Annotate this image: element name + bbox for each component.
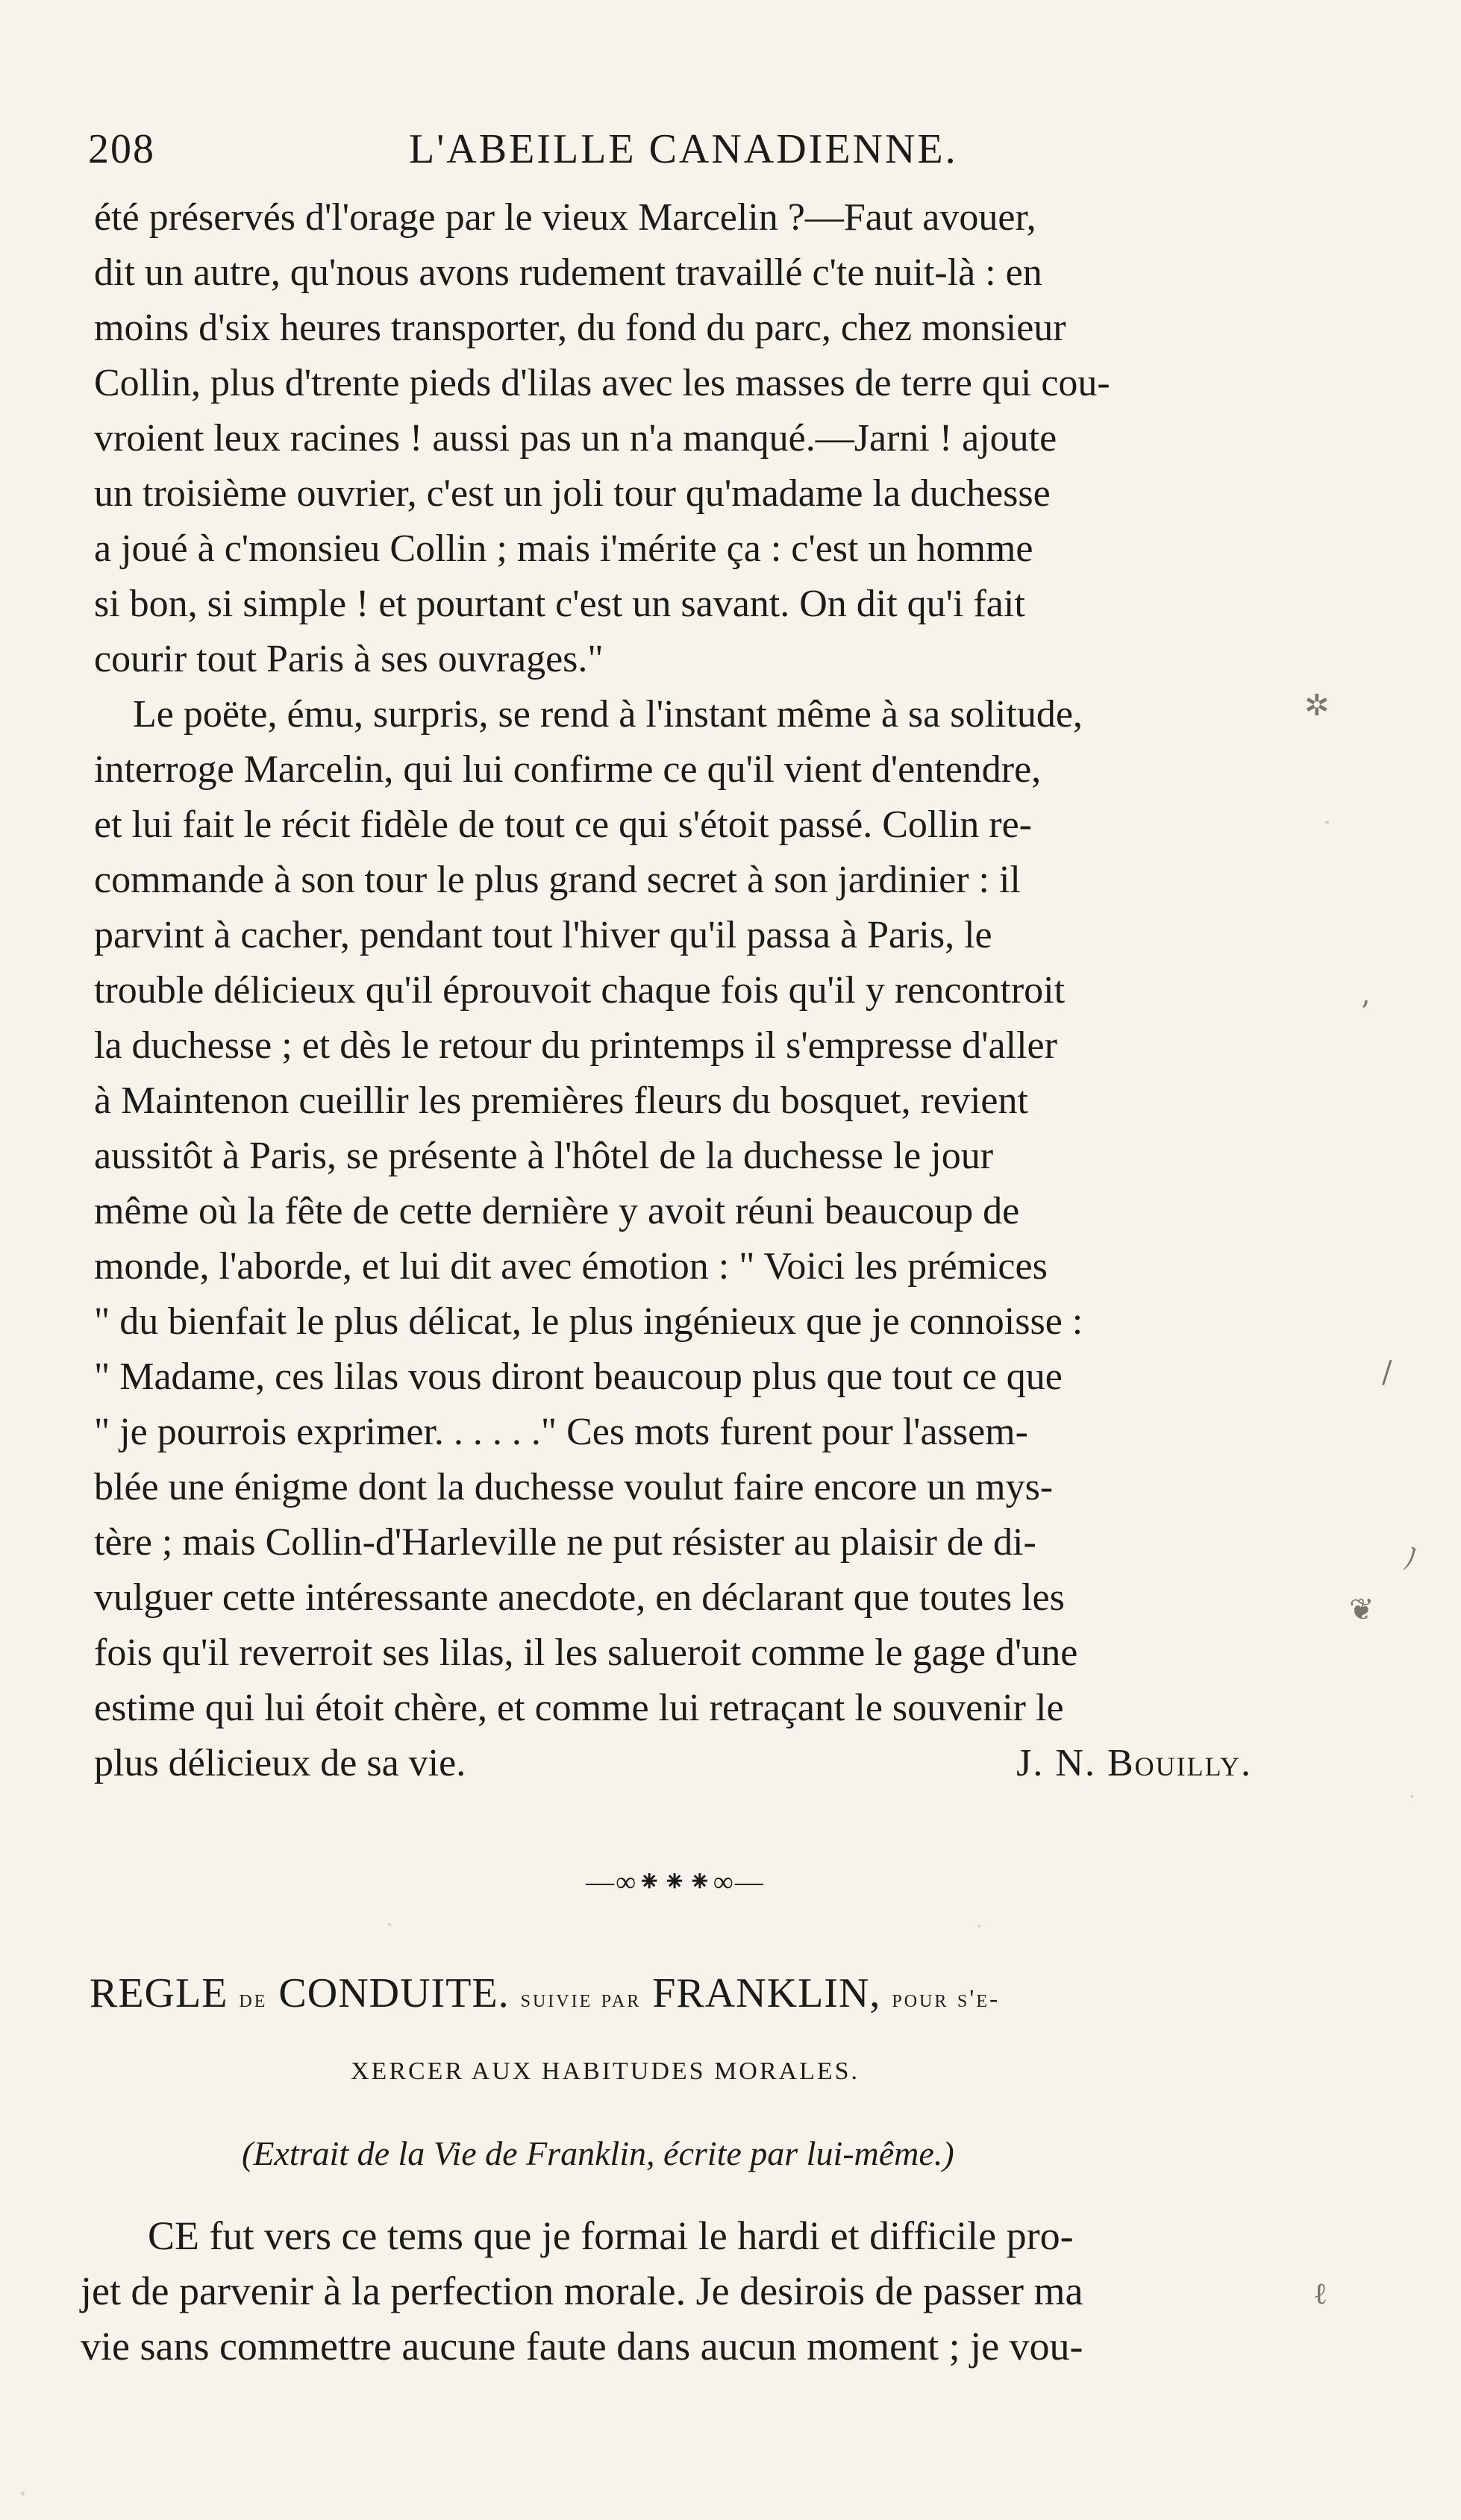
- text-line: plus délicieux de sa vie. J. N. Bouilly.: [94, 1742, 1252, 1784]
- text-line: monde, l'aborde, et lui dit avec émotion : " Voici les prémices: [94, 1245, 1048, 1288]
- text-line: interroge Marcelin, qui lui confirme ce qu'il vient d'entendre,: [94, 748, 1042, 791]
- text-line: même où la fête de cette dernière y avoit réuni beaucoup de: [94, 1190, 1020, 1232]
- scan-speck-icon: ʼ: [1360, 996, 1369, 1030]
- text-line: vulguer cette intéressante anecdote, en déclarant que toutes les: [94, 1576, 1065, 1619]
- scan-speck-icon: ❦: [1349, 1593, 1374, 1627]
- scan-speck: [21, 2492, 25, 2495]
- text-line: blée une énigme dont la duchesse voulut faire encore un mys-: [94, 1466, 1054, 1508]
- text-line: commande à son tour le plus grand secret à son jardinier : il: [94, 859, 1021, 901]
- text-line: si bon, si simple ! et pourtant c'est un savant. On dit qu'i fait: [94, 583, 1025, 625]
- author-signature: [1016, 1741, 1252, 1785]
- text-line: moins d'six heures transporter, du fond du parc, chez monsieur: [94, 307, 1066, 349]
- author-name: Bouilly.: [1107, 1742, 1252, 1784]
- text-line: vroient leux racines ! aussi pas un n'a manqué.—Jarni ! ajoute: [94, 417, 1057, 460]
- text-line: a joué à c'monsieu Collin ; mais i'mérite ça : c'est un homme: [94, 527, 1033, 570]
- section-ornament: —∞⁕⁕⁕∞—: [586, 1867, 765, 1898]
- scan-speck-icon: ℓ: [1313, 2277, 1328, 2311]
- page-number: 208: [88, 126, 155, 172]
- author-initials: J. N.: [1016, 1742, 1096, 1784]
- text-line: jet de parvenir à la perfection morale. Je desirois de passer ma: [81, 2269, 1083, 2313]
- page-header: [88, 125, 1297, 178]
- text-line: parvint à cacher, pendant tout l'hiver qu'il passa à Paris, le: [94, 914, 992, 956]
- scan-speck-icon: /: [1382, 1355, 1392, 1390]
- text-line: fois qu'il reverroit ses lilas, il les salueroit comme le gage d'une: [94, 1632, 1078, 1674]
- text-line: un troisième ouvrier, c'est un joli tour qu'madame la duchesse: [94, 472, 1051, 515]
- scan-speck-icon: ✲: [1304, 689, 1330, 723]
- section-subtitle: (Extrait de la Vie de Franklin, écrite par lui-même.): [242, 2134, 954, 2172]
- text-line: la duchesse ; et dès le retour du printemps il s'empresse d'aller: [94, 1024, 1057, 1067]
- text-line: CE fut vers ce tems que je formai le hardi et difficile pro-: [148, 2213, 1074, 2258]
- section-title-continuation: XERCER AUX HABITUDES MORALES.: [351, 2057, 860, 2085]
- text-line: dit un autre, qu'nous avons rudement travaillé c'te nuit-là : en: [94, 251, 1042, 294]
- text-line: aussitôt à Paris, se présente à l'hôtel de la duchesse le jour: [94, 1135, 994, 1177]
- text-line: " du bienfait le plus délicat, le plus ingénieux que je connoisse :: [94, 1300, 1083, 1343]
- paragraph-3: [81, 2213, 1289, 2378]
- scan-speck: [1410, 1795, 1413, 1798]
- text-line: estime qui lui étoit chère, et comme lui retraçant le souvenir le: [94, 1687, 1064, 1729]
- section-title: REGLE de CONDUITE. suivie par FRANKLIN, pour s'e-: [90, 1970, 1001, 2016]
- scan-speck-icon: ﾉ: [1403, 1542, 1418, 1576]
- text-line: tère ; mais Collin-d'Harleville ne put résister au plaisir de di-: [94, 1521, 1036, 1564]
- text-line: courir tout Paris à ses ouvrages.": [94, 638, 604, 680]
- paragraph-2: [94, 692, 1282, 1796]
- text-line: trouble délicieux qu'il éprouvoit chaque fois qu'il y rencontroit: [94, 969, 1066, 1012]
- text-line: Le poëte, ému, surpris, se rend à l'instant même à sa solitude,: [133, 693, 1083, 736]
- scan-speck: [977, 1925, 980, 1928]
- text-line: Collin, plus d'trente pieds d'lilas avec les masses de terre qui cou-: [94, 362, 1110, 404]
- text-line: été préservés d'l'orage par le vieux Marcelin ?—Faut avouer,: [94, 196, 1036, 239]
- paragraph-1: [94, 195, 1282, 692]
- text-line: à Maintenon cueillir les premières fleurs du bosquet, revient: [94, 1079, 1028, 1122]
- scan-speck: [388, 1923, 391, 1926]
- running-title: L'ABEILLE CANADIENNE.: [409, 126, 958, 172]
- scan-speck: [1325, 821, 1329, 824]
- text-line: " je pourrois exprimer. . . . . ." Ces mots furent pour l'assem-: [94, 1411, 1028, 1453]
- text-line: " Madame, ces lilas vous diront beaucoup plus que tout ce que: [94, 1355, 1063, 1398]
- text-line: vie sans commettre aucune faute dans aucun moment ; je vou-: [81, 2324, 1083, 2369]
- text-line: et lui fait le récit fidèle de tout ce qui s'étoit passé. Collin re-: [94, 803, 1032, 846]
